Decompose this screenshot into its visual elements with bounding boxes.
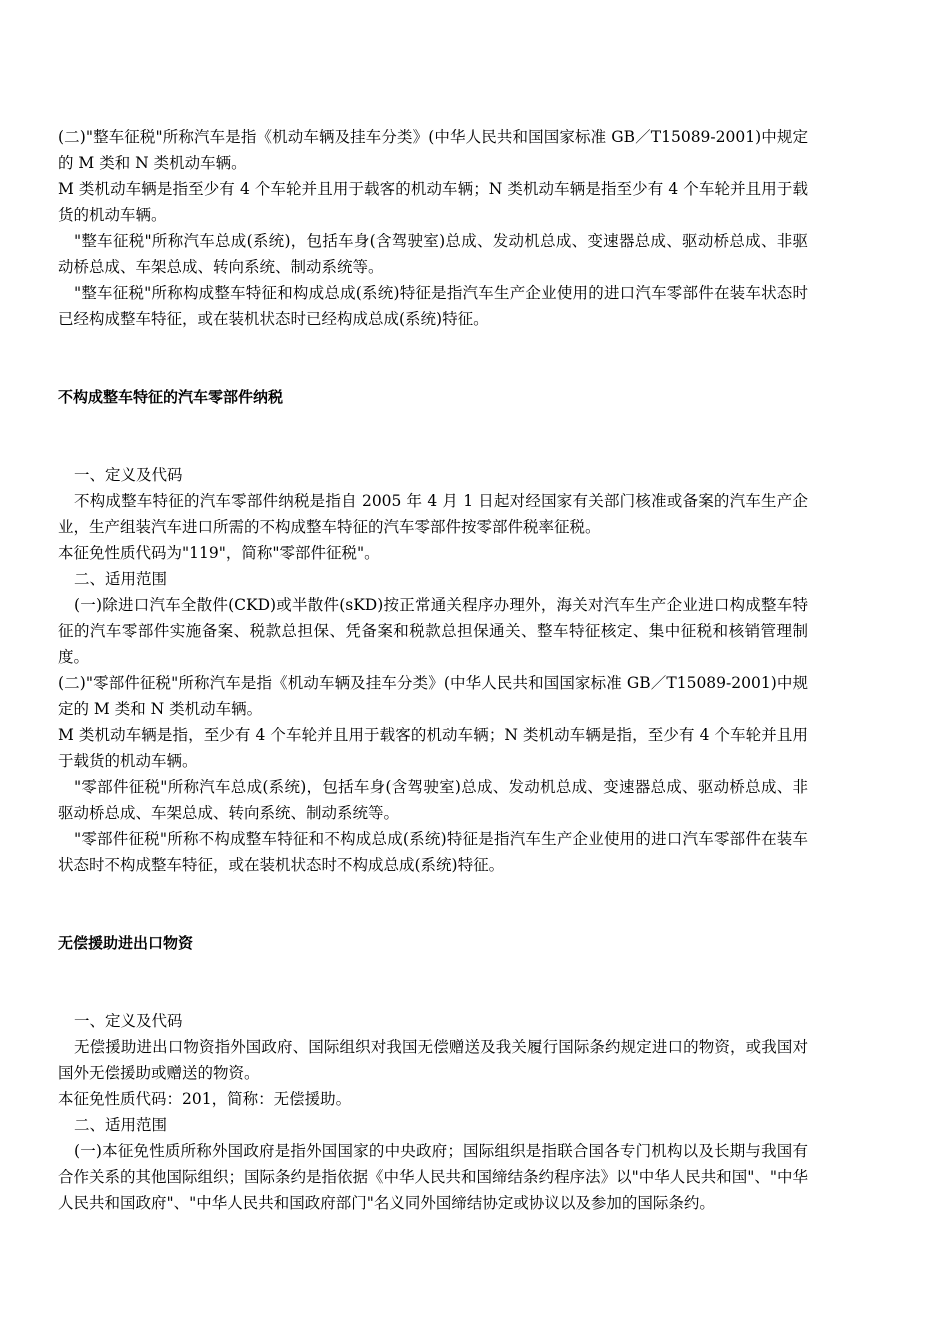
document-page (58, 124, 808, 1216)
subheading-aid-definition-code: 一、定义及代码 (74, 1012, 183, 1030)
subheading-scope: 二、适用范围 (74, 570, 168, 588)
paragraph-parts-tax-code: 本征免性质代码为"119"，简称"零部件征税"。 (58, 544, 380, 562)
section-free-aid (58, 1008, 808, 1216)
subheading-aid-scope: 二、适用范围 (74, 1116, 168, 1134)
subheading-definition-code: 一、定义及代码 (74, 466, 183, 484)
paragraph-vehicle-definition: (二)"整车征税"所称汽车是指《机动车辆及挂车分类》(中华人民共和国国家标准 GB／T15089-2001)中规定的 M 类和 N 类机动车辆。 (58, 128, 808, 172)
paragraph-feature-definition: "整车征税"所称构成整车特征和构成总成(系统)特征是指汽车生产企业使用的进口汽车零部件在装车状态时已经构成整车特征，或在装机状态时已经构成总成(系统)特征。 (58, 284, 808, 328)
paragraph-parts-feature: "零部件征税"所称不构成整车特征和不构成总成(系统)特征是指汽车生产企业使用的进口汽车零部件在装车状态时不构成整车特征，或在装机状态时不构成总成(系统)特征。 (58, 830, 808, 874)
paragraph-mn-class-definition: M 类机动车辆是指至少有 4 个车轮并且用于载客的机动车辆；N 类机动车辆是指至少有 4 个车轮并且用于载货的机动车辆。 (58, 180, 808, 224)
paragraph-parts-tax-definition: 不构成整车特征的汽车零部件纳税是指自 2005 年 4 月 1 日起对经国家有关部门核准或备案的汽车生产企业，生产组装汽车进口所需的不构成整车特征的汽车零部件按零部件税率征税。 (58, 492, 808, 536)
paragraph-ckd-skd: (一)除进口汽车全散件(CKD)或半散件(sKD)按正常通关程序办理外，海关对汽车生产企业进口构成整车特征的汽车零部件实施备案、税款总担保、凭备案和税款总担保通关、整车特征核定、集中征税和核销管理制度。 (58, 596, 808, 666)
paragraph-aid-code: 本征免性质代码：201，简称：无偿援助。 (58, 1090, 352, 1108)
paragraph-parts-assembly: "零部件征税"所称汽车总成(系统)，包括车身(含驾驶室)总成、发动机总成、变速器总成、驱动桥总成、非驱动桥总成、车架总成、转向系统、制动系统等。 (58, 778, 808, 822)
paragraph-aid-scope-detail: (一)本征免性质所称外国政府是指外国国家的中央政府；国际组织是指联合国各专门机构以及长期与我国有合作关系的其他国际组织；国际条约是指依据《中华人民共和国缔结条约程序法》以"中华人民共和国"、"中华人民共和国政府"、"中华人民共和国政府部门"名义同外国缔结协定或协议以及参加的国际条约。 (58, 1142, 808, 1212)
paragraph-assembly-definition: "整车征税"所称汽车总成(系统)，包括车身(含驾驶室)总成、发动机总成、变速器总成、驱动桥总成、非驱动桥总成、车架总成、转向系统、制动系统等。 (58, 232, 808, 276)
section-heading-parts-tax: 不构成整车特征的汽车零部件纳税 (58, 388, 284, 406)
section-whole-vehicle-tax (58, 124, 808, 332)
section-heading-free-aid: 无偿援助进出口物资 (58, 934, 194, 952)
paragraph-parts-vehicle-definition: (二)"零部件征税"所称汽车是指《机动车辆及挂车分类》(中华人民共和国国家标准 GB／T15089-2001)中规定的 M 类和 N 类机动车辆。 (58, 674, 808, 718)
paragraph-aid-definition: 无偿援助进出口物资指外国政府、国际组织对我国无偿赠送及我关履行国际条约规定进口的物资，或我国对国外无偿援助或赠送的物资。 (58, 1038, 808, 1082)
section-parts-tax (58, 462, 808, 878)
paragraph-parts-mn-class: M 类机动车辆是指，至少有 4 个车轮并且用于载客的机动车辆；N 类机动车辆是指，至少有 4 个车轮并且用于载货的机动车辆。 (58, 726, 808, 770)
